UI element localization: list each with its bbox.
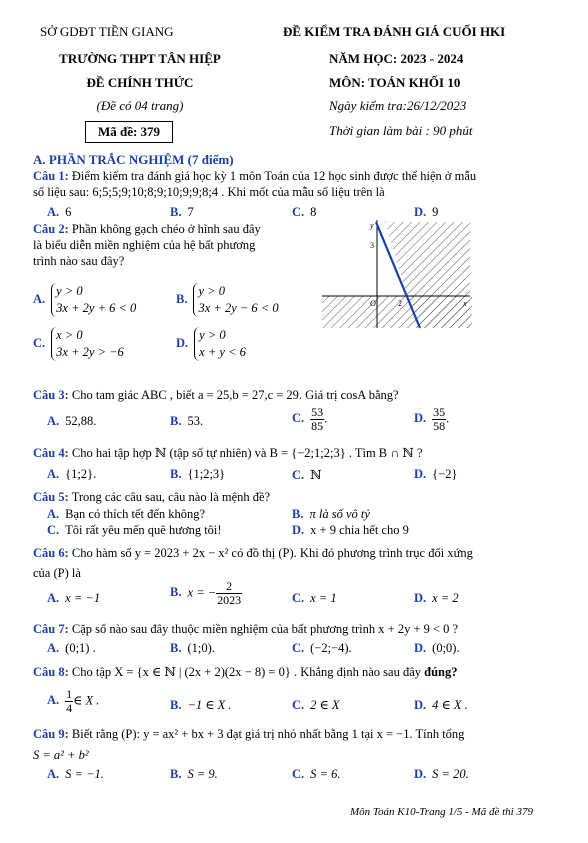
school-name: TRƯỜNG THPT TÂN HIỆP xyxy=(59,51,221,66)
q3-option-b[interactable]: B. 53. xyxy=(170,414,204,428)
question-2: Câu 2: Phần không gạch chéo ở hình sau đây xyxy=(33,222,261,236)
q2-option-d[interactable]: D.y > 0 x + y < 6 xyxy=(176,328,246,359)
q6-option-b[interactable]: B. x = − $\frac{2}{2023}$ xyxy=(170,579,242,607)
q5-option-a[interactable]: A. Bạn có thích tết đến không? xyxy=(47,507,206,521)
x-axis-label: x xyxy=(463,299,467,308)
q9-option-d[interactable]: D. S = 20. xyxy=(414,767,469,781)
section-title: A. PHẦN TRẮC NGHIỆM (7 điểm) xyxy=(33,152,234,167)
q5-option-d[interactable]: D. x + 9 chia hết cho 9 xyxy=(292,523,409,537)
q1-option-c[interactable]: C. 8 xyxy=(292,205,317,219)
dept-name: SỞ GDĐT TIỀN GIANG xyxy=(40,24,174,39)
question-8: Câu 8: Cho tập X = {x ∈ ℕ | (2x + 2)(2x − 8) = 0} . Khẳng định nào sau đây đúng? xyxy=(33,665,458,679)
question-1 xyxy=(33,169,476,184)
question-9: Câu 9: Biết rằng (P): y = ax² + bx + 3 đạt giá trị nhỏ nhất bằng 1 tại x = −1. Tính tổng xyxy=(33,727,465,741)
q8-option-c[interactable]: C. 2 ∈ X xyxy=(292,698,340,712)
q1-option-b[interactable]: B. 7 xyxy=(170,205,194,219)
y-axis-label: y xyxy=(370,221,374,230)
origin-label: O xyxy=(370,299,376,308)
inequality-graph xyxy=(322,218,472,330)
question-2-line3: trình nào sau đây? xyxy=(33,254,125,268)
q7-option-d[interactable]: D. (0;0). xyxy=(414,641,460,655)
q9-option-c[interactable]: C. S = 6. xyxy=(292,767,341,781)
x-tick-label: 2 xyxy=(398,299,402,308)
school-year: NĂM HỌC: 2023 - 2024 xyxy=(329,51,464,66)
q1-option-d[interactable]: D. 9 xyxy=(414,205,439,219)
q2-option-b[interactable]: B.y > 0 3x + 2y − 6 < 0 xyxy=(176,284,279,315)
q6-option-d[interactable]: D. x = 2 xyxy=(414,591,459,605)
q4-option-b[interactable]: B. {1;2;3} xyxy=(170,467,226,481)
q6-option-c[interactable]: C. x = 1 xyxy=(292,591,337,605)
subject: MÔN: TOÁN KHỐI 10 xyxy=(329,75,461,90)
q6-option-a[interactable]: A. x = −1 xyxy=(47,591,101,605)
q4-option-c[interactable]: C. ℕ xyxy=(292,468,322,482)
official-label: ĐỀ CHÍNH THỨC xyxy=(86,75,194,90)
q7-option-c[interactable]: C. (−2;−4). xyxy=(292,641,352,655)
question-6-line2: của (P) là xyxy=(33,566,81,580)
q8-option-d[interactable]: D. 4 ∈ X . xyxy=(414,698,468,712)
question-9-line2: S = a² + b² xyxy=(33,748,89,762)
question-2-line2: là biểu diễn miền nghiệm của hệ bất phương xyxy=(33,238,256,252)
hatched-region-below xyxy=(322,296,472,328)
question-7: Câu 7: Cặp số nào sau đây thuộc miền nghiệm của bất phương trình x + 2y + 9 < 0 ? xyxy=(33,622,459,636)
question-4: Câu 4: Cho hai tập hợp ℕ (tập số tự nhiên) và B = {−2;1;2;3} . Tìm B ∩ ℕ ? xyxy=(33,446,423,460)
question-6: Câu 6: Cho hàm số y = 2023 + 2x − x² có đồ thị (P). Khi đó phương trình trục đối xứng xyxy=(33,546,473,560)
duration: Thời gian làm bài : 90 phút xyxy=(329,123,473,138)
exam-title: ĐỀ KIỂM TRA ĐÁNH GIÁ CUỐI HKI xyxy=(283,24,506,39)
question-3: Câu 3: Cho tam giác ABC , biết a = 25,b = 27,c = 29. Giá trị cosA bằng? xyxy=(33,388,399,402)
q1-option-a[interactable]: A. 6 xyxy=(47,205,72,219)
q7-option-a[interactable]: A. (0;1) . xyxy=(47,641,96,655)
q8-option-b[interactable]: B. −1 ∈ X . xyxy=(170,698,232,712)
q9-option-b[interactable]: B. S = 9. xyxy=(170,767,218,781)
q2-option-a[interactable]: A.y > 0 3x + 2y + 6 < 0 xyxy=(33,284,137,315)
question-1-line2: số liệu sau: 6;5;5;9;10;8;9;10;9;9;8;4 . Khi mốt của mẫu số liệu trên là xyxy=(33,185,385,199)
question-text: Điểm kiểm tra đánh giá học kỳ 1 môn Toán của 12 học sinh được thể hiện ở mẫu xyxy=(71,169,477,183)
q5-option-b[interactable]: B. π là số vô tỷ xyxy=(292,507,370,521)
question-5: Câu 5: Trong các câu sau, câu nào là mệnh đề? xyxy=(33,490,271,504)
page-footer: Môn Toán K10-Trang 1/5 - Mã đề thi 379 xyxy=(350,806,533,818)
q7-option-b[interactable]: B. (1;0). xyxy=(170,641,215,655)
q3-option-c[interactable]: C. $\frac{53}{85}$ . xyxy=(292,405,328,433)
q4-option-d[interactable]: D. {−2} xyxy=(414,467,458,481)
q9-option-a[interactable]: A. S = −1. xyxy=(47,767,104,781)
q8-option-a[interactable]: A. $\frac{1}{4}$ ∈ X . xyxy=(47,687,100,715)
exam-date: Ngày kiểm tra:26/12/2023 xyxy=(329,98,467,113)
page-count: (Đề có 04 trang) xyxy=(96,98,184,113)
exam-code-box: Mã đề: 379 xyxy=(85,121,173,143)
q5-option-c[interactable]: C. Tôi rất yêu mến quê hương tôi! xyxy=(47,523,222,537)
question-label: Câu 1: xyxy=(33,169,69,183)
q3-option-a[interactable]: A. 52,88. xyxy=(47,414,97,428)
q4-option-a[interactable]: A. {1;2}. xyxy=(47,467,97,481)
q2-option-c[interactable]: C.x > 0 3x + 2y > −6 xyxy=(33,328,124,359)
q3-option-d[interactable]: D. $\frac{35}{58}$ . xyxy=(414,405,450,433)
y-tick-label: 3 xyxy=(370,241,374,250)
emphasis-text: đúng? xyxy=(424,665,458,679)
